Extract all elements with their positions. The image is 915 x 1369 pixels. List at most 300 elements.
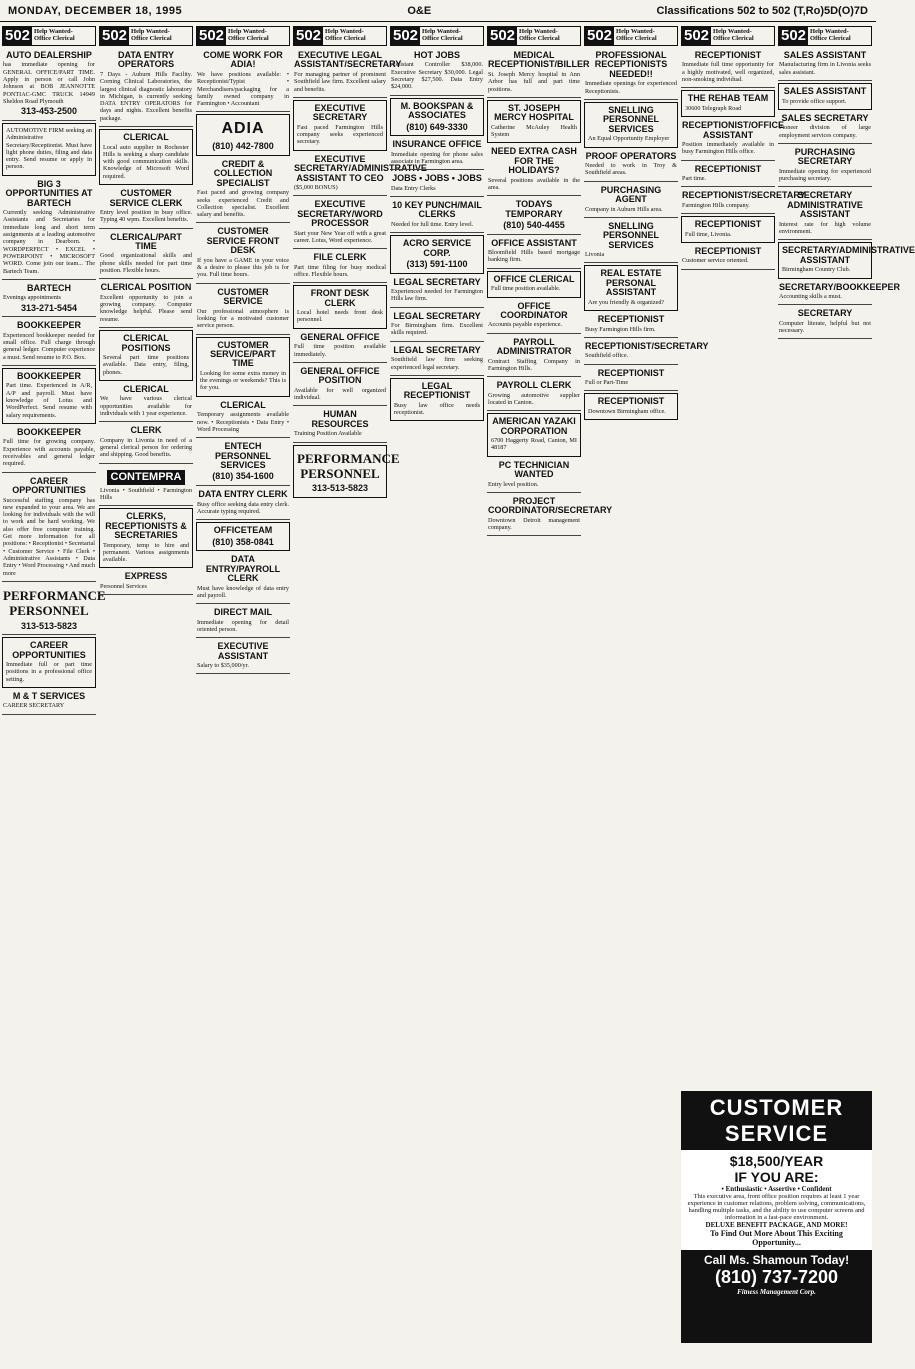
ad-title: PC TECHNICIAN WANTED [498, 459, 570, 480]
ad-title: M & T SERVICES [12, 691, 86, 702]
classified-ad [390, 310, 484, 342]
ad-title: BOOKKEEPER [16, 320, 81, 331]
section-number: 502 [5, 27, 31, 45]
classified-ad [293, 198, 387, 249]
section-label-line2: Office Clerical [422, 35, 463, 42]
ad-phone: (810) 358-0841 [212, 536, 274, 547]
ad-title: RECEPTIONIST/OFFICE ASSISTANT [682, 120, 785, 140]
classified-ad [390, 138, 484, 170]
section-header [390, 26, 484, 46]
ad-body: Full time position available immediately. [294, 343, 386, 358]
ad-title: CREDIT & COLLECTION SPECIALIST [213, 158, 273, 188]
ad-title: SNELLING PERSONNEL SERVICES [602, 220, 659, 250]
classified-ad [778, 307, 872, 339]
classified-ad [2, 319, 96, 366]
ad-body: Temporary, temp to hire and permanent. Various assignments available. [103, 541, 189, 564]
ad-body: Currently seeking Administrative Assistants and Secretaries for immediate long and short term assignments at a leading automotive company in Dearborn. • WORDPERFECT • EXCEL • POWERPOINT • MICROSOFT WORD. Come join our team... The Bartech Team. [3, 209, 95, 275]
section-label-line2: Office Clerical [228, 35, 269, 42]
section-number: 502 [781, 27, 807, 45]
ad-body: Start your New Year off with a great career. Lotus, Word experience. [294, 229, 386, 244]
customer-service-display-ad [681, 1091, 872, 1343]
logo [200, 120, 286, 139]
ad-body: Looking for some extra money in the evenings or weekends? This is for you. [200, 369, 286, 392]
ad-body: Our professional atmosphere is looking for a motivated customer service person. [197, 307, 289, 330]
classified-ad [681, 49, 775, 88]
classified-columns [2, 26, 915, 1366]
ad-body: For Birmingham firm. Excellent skills required. [391, 322, 483, 337]
logo-text: PERFORMANCE PERSONNEL [297, 450, 400, 481]
ad-if-you-are: IF YOU ARE: [734, 1169, 819, 1185]
logo-text: ADIA [221, 120, 265, 138]
classified-ad [196, 286, 290, 335]
classified-ad [681, 90, 775, 117]
classified-ad [681, 119, 785, 161]
ad-body: Available for well organized individual. [294, 386, 386, 401]
ad-title: CUSTOMER SERVICE [217, 286, 269, 307]
ad-body: AUTOMOTIVE FIRM seeking an Administrative Secretary/Receptionist. Must have light phone duties, filing and data entry. Send resume or apply in person. [6, 126, 92, 171]
ad-title: DATA ENTRY CLERK [198, 489, 288, 500]
ad-body: Immediate opening for experienced purchasing secretary. [779, 167, 871, 183]
ad-title: SNELLING PERSONNEL SERVICES [602, 104, 659, 134]
section-label-line2: Office Clerical [34, 35, 75, 42]
section-header [681, 26, 775, 46]
ad-title: AMERICAN YAZAKI CORPORATION [492, 416, 576, 436]
classified-ad [2, 690, 96, 715]
section-label [32, 27, 77, 45]
ad-body: Temporary assignments available now. • Receptionists • Data Entry • Word Processing [197, 411, 289, 433]
ad-body: Full time for growing company. Experience with accounts payable, receivables and general ledger required. [3, 438, 95, 468]
classified-ad [778, 146, 872, 188]
classified-ad [293, 285, 387, 329]
ad-title: AUTO DEALERSHIP [6, 50, 92, 60]
logo [100, 470, 192, 485]
ad-title: CAREER OPPORTUNITIES [12, 475, 86, 496]
classified-ad [293, 445, 400, 498]
ad-body: Data Entry Clerks [391, 184, 436, 192]
ad-title: LEGAL RECEPTIONIST [403, 380, 471, 401]
ad-body: Interest rate for high volume environment. [779, 220, 871, 235]
ad-body: Experienced bookkeeper needed for small office. Full charge through general ledger. Computer experience a must. Send resume to P.O. Box. [3, 331, 95, 361]
ad-body: Accounting skills a must. [779, 292, 842, 300]
classified-ad [293, 49, 402, 98]
section-header [487, 26, 581, 46]
ad-body: Bloomfield Hills based mortgage banking firm. [488, 249, 580, 264]
classified-ad [196, 553, 290, 604]
section-number: 502 [296, 27, 322, 45]
logo-text: CONTEMPRA [107, 470, 186, 485]
ad-body: Entry level position in busy office. Typing 40 wpm. Excellent benefits. [100, 208, 192, 224]
classified-ad [584, 150, 678, 182]
column-1 [2, 26, 106, 1366]
classified-ad [196, 225, 290, 283]
ad-title: SECRETARY/BOOKKEEPER [779, 281, 901, 292]
classified-ad [293, 100, 387, 151]
section-number: 502 [587, 27, 613, 45]
ad-title: RECEPTIONIST [694, 219, 762, 230]
ad-body: Part time filing for busy medical office. Flexible hours. [294, 263, 386, 278]
ad-body: This executive area, front office position requires at least 1 year experience in customer relations, problem solving, communications, handling multiple tasks, and the ability to use computer screens and information in a fast-pace environment. [687, 1193, 866, 1221]
ad-body: Several positions available in the area. [488, 176, 580, 191]
classified-ad [584, 220, 678, 264]
ad-title: SECRETARY/ADMINISTRATIVE ASSISTANT [782, 245, 915, 265]
classified-ad [196, 522, 290, 551]
ad-body: Evenings appointments [3, 294, 61, 302]
ad-find-out: To Find Out More About This Exciting Opportunity... [710, 1229, 843, 1247]
section-range: Classifications 502 to 502 (T,Ro)5D(O)7D [656, 4, 868, 17]
classified-ad [584, 340, 709, 365]
ad-title: LEGAL SECRETARY [393, 310, 481, 321]
ad-body: Experienced needed for Farmington Hills law firm. [391, 288, 483, 303]
ad-title: EXECUTIVE SECRETARY/WORD PROCESSOR [297, 199, 383, 229]
section-header [293, 26, 387, 46]
ad-body: 7 Days - Auburn Hills Facility. Corning Clinical Laboratories, the largest clinical diagnostic laboratory in Michigan, is currently seeking DATA ENTRY OPERATORS for days and nights. Excellent benefits package. [100, 70, 192, 122]
ad-title: 10 KEY PUNCH/MAIL CLERKS [392, 199, 482, 220]
ad-body: Training Position Available [294, 430, 362, 438]
ad-body: Full time, Livonia. [685, 230, 732, 238]
section-number: 502 [393, 27, 419, 45]
classified-ad [2, 123, 96, 176]
classified-ad [778, 83, 872, 110]
ad-title: OFFICE COORDINATOR [500, 300, 568, 320]
section-label-line1: Help Wanted- [422, 28, 461, 36]
ad-title: CLERICAL/PART TIME [110, 231, 182, 251]
ad-title: RECEPTIONIST/SECRETARY [682, 190, 806, 201]
section-label-line2: Office Clerical [713, 35, 754, 42]
paper-name: O&E [407, 4, 432, 17]
section-label [323, 27, 368, 45]
section-label-line1: Help Wanted- [810, 28, 849, 36]
ad-title: HUMAN RESOURCES [311, 409, 369, 429]
ad-body: Livonia [585, 251, 605, 259]
ad-body: Accounts payable experience. [488, 321, 563, 329]
ad-body: If you have a GAME in your voice & a desire to please this job is for you. Full time hours. [197, 256, 289, 279]
ad-body: Full time position available. [491, 285, 561, 293]
ad-body: Position immediately available in busy Farmington Hills office. [682, 141, 774, 156]
ad-body: St. Joseph Mercy hospital in Ann Arbor has full and part time positions. [488, 70, 580, 93]
ad-body: Part time. [682, 175, 707, 183]
ad-body: Birmingham Country Club. [782, 266, 851, 274]
ad-title: EXECUTIVE ASSISTANT [217, 641, 269, 661]
ad-body: Southfield law firm seeking experienced legal secretary. [391, 356, 483, 371]
ad-body: An Equal Opportunity Employer [588, 135, 670, 143]
ad-title: CLERICAL [123, 132, 169, 143]
ad-body: Are you friendly & organized? [588, 298, 665, 306]
classified-ad [390, 378, 484, 422]
ad-title: RECEPTIONIST [597, 396, 665, 407]
classified-ad [487, 49, 590, 98]
ad-body: Immediate full or part time positions in a professional office setting. [6, 661, 92, 683]
ad-title: CLERICAL POSITION [100, 282, 192, 293]
classified-ad [99, 570, 193, 595]
ad-title: PAYROLL ADMINISTRATOR [496, 336, 572, 357]
classified-ad [584, 184, 678, 218]
ad-title: MEDICAL RECEPTIONIST/BILLER [488, 50, 590, 70]
ad-call: Call Ms. Shamoun Today! [703, 1253, 850, 1267]
ad-body: Local hotel needs front desk personnel. [297, 309, 383, 324]
section-number: 502 [102, 27, 128, 45]
ad-body: 30600 Telegraph Road [685, 104, 742, 112]
ad-phone: (810) 737-7200 [714, 1267, 839, 1287]
ad-body: We have various clerical opportunities available for individuals with 1 year experience. [100, 395, 192, 417]
ad-body: Customer service oriented. [682, 257, 749, 265]
ad-body: Busy Farmington Hills firm. [585, 325, 656, 333]
classified-ad [487, 336, 581, 378]
section-header [778, 26, 872, 46]
ad-body: Downtown Birmingham office. [588, 407, 666, 415]
classified-ad [390, 49, 484, 96]
classified-ad [584, 265, 678, 311]
ad-body: Part time. Experienced in A/R, A/P and payroll. Must have knowledge of Lotus and WordPerfect. Send resume with salary requirements. [6, 382, 92, 419]
ad-body: Personnel Services [100, 582, 147, 590]
ad-title: CAREER OPPORTUNITIES [12, 640, 86, 660]
classified-ad [196, 606, 290, 638]
ad-body: To provide office support. [782, 97, 847, 105]
ad-phone: (313) 591-1100 [406, 259, 468, 270]
ad-title: PROOF OPERATORS [585, 150, 677, 161]
classified-ad [778, 281, 901, 306]
section-number: 502 [490, 27, 516, 45]
ad-body: Fast paced and growing company seeks experienced Credit and Collection specialist. Excellent salary and benefits. [197, 189, 289, 219]
classified-ad [196, 440, 290, 486]
ad-footer: Fitness Management Corp. [737, 1288, 816, 1296]
section-label [129, 27, 174, 45]
ad-body: Company in Livonia in need of a general clerical person for ordering and shipping. Good benefits. [100, 436, 192, 459]
section-number: 502 [684, 27, 710, 45]
ad-title: DIRECT MAIL [214, 607, 272, 618]
ad-phone: 313-453-2500 [20, 106, 78, 117]
ad-title: PURCHASING AGENT [600, 184, 662, 205]
ad-title: NEED EXTRA CASH FOR THE HOLIDAYS? [491, 146, 577, 176]
ad-title: SALES SECRETARY [781, 112, 869, 123]
ad-title: RECEPTIONIST [694, 163, 762, 174]
ad-body: Good organizational skills and phone skills needed for part time position. Flexible hours. [100, 252, 192, 275]
ad-headline: CUSTOMER SERVICE [709, 1095, 844, 1146]
ad-title: CLERKS, RECEPTIONISTS & SECRETARIES [105, 511, 187, 541]
ad-body: has immediate opening for GENERAL OFFICE/PART TIME. Apply in person or call John Johnson at BOB JEANNOTTE PONTIAC-GMC TRUCK 14949 Sheldon Road Plymouth [3, 61, 95, 105]
ad-title: REAL ESTATE PERSONAL ASSISTANT [600, 268, 662, 298]
ad-body: Company in Auburn Hills area. [585, 205, 663, 213]
ad-title: INSURANCE OFFICE [392, 139, 482, 150]
classified-ad [778, 112, 872, 144]
logo [297, 450, 400, 482]
classified-ad [2, 426, 96, 473]
classified-ad [487, 271, 581, 298]
ad-bullets: • Enthusiastic • Assertive • Confident [721, 1185, 832, 1193]
classified-ad [196, 114, 290, 155]
ad-title: BOOKKEEPER [16, 370, 81, 381]
ad-title: FRONT DESK CLERK [310, 288, 370, 308]
classified-ad [196, 158, 290, 224]
ad-title: DATA ENTRY OPERATORS [117, 50, 175, 70]
ad-title: RECEPTIONIST [597, 314, 665, 325]
classified-ad [778, 189, 872, 240]
ad-body: Full or Part-Time [585, 379, 629, 386]
classified-ad [584, 393, 678, 420]
classified-ad [99, 281, 193, 328]
classified-ad [778, 49, 872, 81]
classified-ad [99, 49, 193, 127]
masthead [0, 0, 876, 22]
section-label [226, 27, 271, 45]
section-label-line2: Office Clerical [325, 35, 366, 42]
section-label [614, 27, 659, 45]
ad-title: CLERK [130, 425, 162, 436]
classified-ad [487, 300, 581, 334]
ad-body: 6700 Haggerty Road, Canton, MI 48187 [491, 437, 577, 452]
classified-ad [293, 331, 387, 363]
ad-body: Immediate opening for phone sales associate in Farmington area. [391, 150, 483, 165]
ad-body: Several part time positions available. Data entry, filing, phones. [103, 353, 189, 376]
ad-title: CUSTOMER SERVICE/PART TIME [210, 339, 276, 369]
ad-title: EXPRESS [124, 571, 168, 582]
section-label [711, 27, 756, 45]
ad-phone: (810) 354-1600 [212, 471, 274, 482]
ad-title: CLERICAL [220, 399, 266, 410]
ad-phone: (810) 442-7800 [212, 141, 274, 152]
classified-ad [99, 383, 193, 422]
ad-body: ($5,000 BONUS) [294, 183, 338, 191]
classified-ad [681, 245, 775, 270]
classified-ad [390, 235, 484, 273]
classified-ad [99, 466, 193, 507]
ad-title: SALES ASSISTANT [783, 86, 867, 97]
logo-text: PERFORMANCE PERSONNEL [3, 587, 106, 619]
ad-body: Local auto supplier in Rochester Hills is seeking a sharp candidate with good communication skills. Knowledge of Microsoft Word required. [103, 143, 189, 180]
ad-title: LEGAL SECRETARY [393, 276, 481, 287]
section-header [99, 26, 193, 46]
classified-ad [390, 172, 484, 197]
ad-title: OFFICE CLERICAL [493, 273, 575, 284]
classified-ad [99, 330, 193, 381]
ad-body: Livonia • Southfield • Farmington Hills [100, 486, 192, 501]
ad-title: PROFESSIONAL RECEPTIONISTS NEEDED!! [594, 50, 668, 79]
classified-ad [390, 344, 484, 376]
ad-body: Pioneer division of large employment services company. [779, 124, 871, 139]
ad-title: PROJECT COORDINATOR/SECRETARY [488, 495, 613, 516]
classified-ad [293, 408, 387, 442]
section-label-line1: Help Wanted- [616, 28, 655, 36]
ad-title: GENERAL OFFICE [300, 331, 380, 342]
ad-title: ACRO SERVICE CORP. [402, 238, 472, 258]
ad-title: OFFICE ASSISTANT [491, 237, 577, 248]
section-label-line1: Help Wanted- [713, 28, 752, 36]
classified-ad [487, 145, 581, 196]
ad-salary: $18,500/YEAR [729, 1153, 824, 1169]
ad-phone: 313-271-5454 [20, 302, 78, 313]
ad-title: BOOKKEEPER [16, 426, 81, 437]
ad-body: Fast paced Farmington Hills company seeks experienced secretary. [297, 123, 383, 146]
classified-ad [99, 424, 193, 463]
section-label [808, 27, 853, 45]
classified-ad [487, 413, 581, 457]
classified-ad [2, 475, 96, 582]
ad-body: Entry level position. [488, 480, 539, 488]
ad-title: SECRETARY [797, 308, 853, 319]
ad-body: Salary to $35,000/yr. [197, 662, 249, 670]
section-label-line2: Office Clerical [810, 35, 851, 42]
classified-ad [487, 237, 581, 269]
ad-title: GENERAL OFFICE POSITION [300, 365, 380, 386]
classified-ad [778, 242, 915, 278]
ad-title: RECEPTIONIST [694, 50, 762, 60]
classified-ad [487, 198, 581, 234]
classified-ad [196, 488, 290, 520]
ad-title: EXECUTIVE SECRETARY/ADMINISTRATIVE ASSISTANT TO CEO [294, 153, 427, 183]
ad-white-panel [681, 1150, 872, 1250]
ad-body: Downtown Detroit management company. [488, 516, 580, 532]
ad-body: We have positions available: • Receptionist/Typist • Merchandisers/packaging for a family owned company in Farmington • Accountant [197, 70, 289, 108]
ad-title: SALES ASSISTANT [783, 50, 867, 60]
section-label-line1: Help Wanted- [34, 28, 73, 36]
ad-body: Manufacturing firm in Livonia seeks sales assistant. [779, 61, 871, 76]
ad-body: Contract Staffing Company in Farmington Hills. [488, 357, 580, 372]
ad-body: Needed to work in Troy & Southfield areas. [585, 162, 677, 177]
classified-ad [196, 640, 290, 674]
classified-ad [390, 199, 484, 233]
ad-title: JOBS • JOBS • JOBS [392, 173, 482, 184]
ad-title: EXECUTIVE SECRETARY [312, 102, 368, 123]
classified-ad [487, 100, 581, 144]
ad-body: Immediate opening for detail oriented person. [197, 618, 289, 633]
section-label-line1: Help Wanted- [228, 28, 267, 36]
classified-ad [390, 98, 484, 136]
classified-ad [584, 313, 678, 338]
ad-title: BIG 3 OPPORTUNITIES AT BARTECH [5, 178, 93, 208]
ad-title: RECEPTIONIST/SECRETARY [585, 340, 709, 351]
ad-phone: 313-513-5823 [20, 620, 78, 631]
classified-ad [487, 459, 581, 493]
ad-title: OFFICETEAM [213, 525, 273, 536]
classified-ad [196, 49, 290, 112]
ad-body: Assistant Controller $38,000. Executive Secretary $30,000. Legal Secretary $27,500. Data Entry $24,000. [391, 61, 483, 91]
classified-ad [2, 368, 96, 424]
ad-body: Southfield office. [585, 352, 629, 360]
ad-phone: (810) 649-3330 [406, 121, 468, 132]
classified-ad [681, 163, 775, 188]
ad-title: CLERICAL POSITIONS [121, 333, 171, 353]
ad-title: SECRETARY ADMINISTRATIVE ASSISTANT [787, 190, 863, 220]
ad-title: CUSTOMER SERVICE FRONT DESK [206, 226, 280, 256]
ad-title: RECEPTIONIST [694, 245, 762, 256]
ad-title: FILE CLERK [313, 252, 367, 263]
ad-title: DATA ENTRY/PAYROLL CLERK [205, 554, 281, 584]
ad-body: Needed for full time. Entry level. [391, 220, 474, 228]
classified-ad [2, 282, 96, 317]
section-header [584, 26, 678, 46]
ad-body: Growing automotive supplier located in Canton. [488, 391, 580, 406]
section-header [2, 26, 96, 46]
ad-phone: (810) 540-4455 [503, 220, 565, 231]
ad-title: M. BOOKSPAN & ASSOCIATES [400, 100, 474, 121]
classified-ad [681, 189, 806, 214]
section-label-line2: Office Clerical [519, 35, 560, 42]
classified-ad [584, 102, 678, 148]
ad-body: Farmington Hills company. [682, 201, 750, 209]
ad-title: HOT JOBS [413, 50, 460, 60]
section-label-line2: Office Clerical [131, 35, 172, 42]
section-label [420, 27, 465, 45]
date-line: MONDAY, DECEMBER 18, 1995 [8, 4, 183, 17]
classified-ad [293, 365, 387, 407]
ad-body: CAREER SECRETARY [3, 702, 65, 710]
ad-title: CLERICAL [123, 383, 169, 394]
ad-body: Catherine McAuley Health System [491, 123, 577, 138]
ad-title: ST. JOSEPH MERCY HOSPITAL [494, 102, 574, 123]
section-label-line1: Help Wanted- [519, 28, 558, 36]
ad-title: LEGAL SECRETARY [393, 344, 481, 355]
ad-title: BARTECH [27, 282, 71, 293]
classified-ad [196, 337, 290, 397]
